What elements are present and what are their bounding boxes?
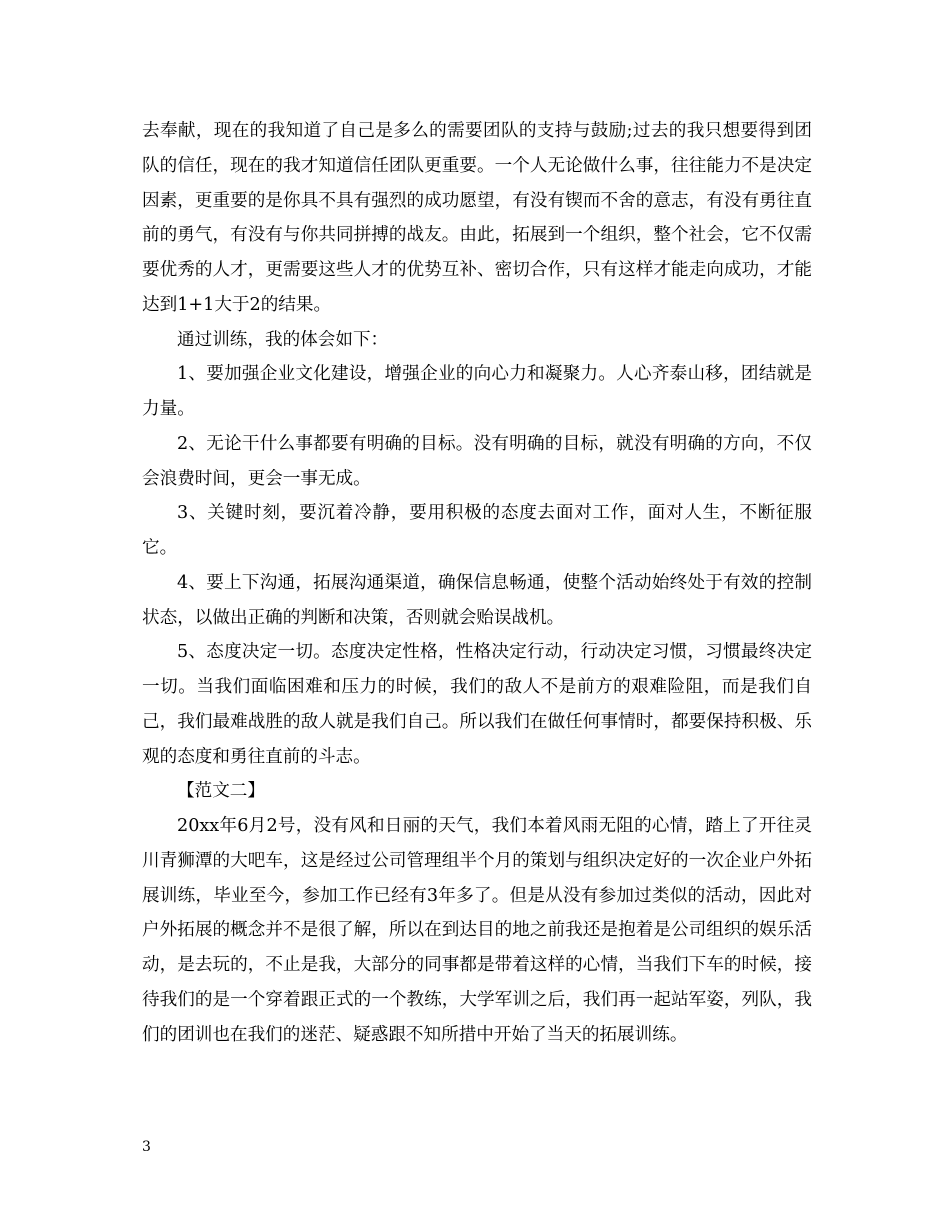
paragraph: 4、要上下沟通，拓展沟通渠道，确保信息畅通，使整个活动始终处于有效的控制状态，以做出正确的判断和决策，否则就会贻误战机。 — [142, 572, 812, 628]
paragraph: 20xx年6月2号，没有风和日丽的天气，我们本着风雨无阻的心情，踏上了开往灵川青狮潭的大吧车，这是经过公司管理组半个月的策划与组织决定好的一次企业户外拓展训练，毕业至今，参加工作已经有3年多了。但是从没有参加过类似的活动，因此对户外拓展的概念并不是很了解，所以在到达目的地之前我还是抱着是公司组织的娱乐活动，是去玩的，不止是我，大部分的同事都是带着这样的心情，当我们下车的时候，接待我们的是一个穿着跟正式的一个教练，大学军训之后，我们再一起站军姿，列队，我们的团训也在我们的迷茫、疑惑跟不知所措中开始了当天的拓展训练。 — [142, 816, 812, 1045]
paragraph: 去奉献，现在的我知道了自己是多么的需要团队的支持与鼓励;过去的我只想要得到团队的信任，现在的我才知道信任团队更重要。一个人无论做什么事，往往能力不是决定因素，更重要的是你具不具有强烈的成功愿望，有没有锲而不舍的意志，有没有勇往直前的勇气，有没有与你共同拼搏的战友。由此，拓展到一个组织，整个社会，它不仅需要优秀的人才，更需要这些人才的优势互补、密切合作，只有这样才能走向成功，才能达到1+1大于2的结果。 — [142, 121, 812, 315]
page-number: 3 — [142, 1139, 151, 1155]
paragraph: 通过训练，我的体会如下： — [177, 329, 389, 350]
paragraph: 5、态度决定一切。态度决定性格，性格决定行动，行动决定习惯，习惯最终决定一切。当我们面临困难和压力的时候，我们的敌人不是前方的艰难险阻，而是我们自己，我们最难战胜的敌人就是我们自己。所以我们在做任何事情时，都要保持积极、乐观的态度和勇往直前的斗志。 — [142, 642, 812, 767]
paragraph: 3、关键时刻，要沉着冷静，要用积极的态度去面对工作，面对人生，不断征服它。 — [142, 503, 812, 558]
body-text — [142, 114, 812, 1052]
paragraph: 1、要加强企业文化建设，增强企业的向心力和凝聚力。人心齐泰山移，团结就是力量。 — [142, 364, 812, 419]
paragraph: 2、无论干什么事都要有明确的目标。没有明确的目标，就没有明确的方向，不仅会浪费时间，更会一事无成。 — [142, 433, 812, 489]
paragraph: 【范文二】 — [177, 781, 265, 802]
